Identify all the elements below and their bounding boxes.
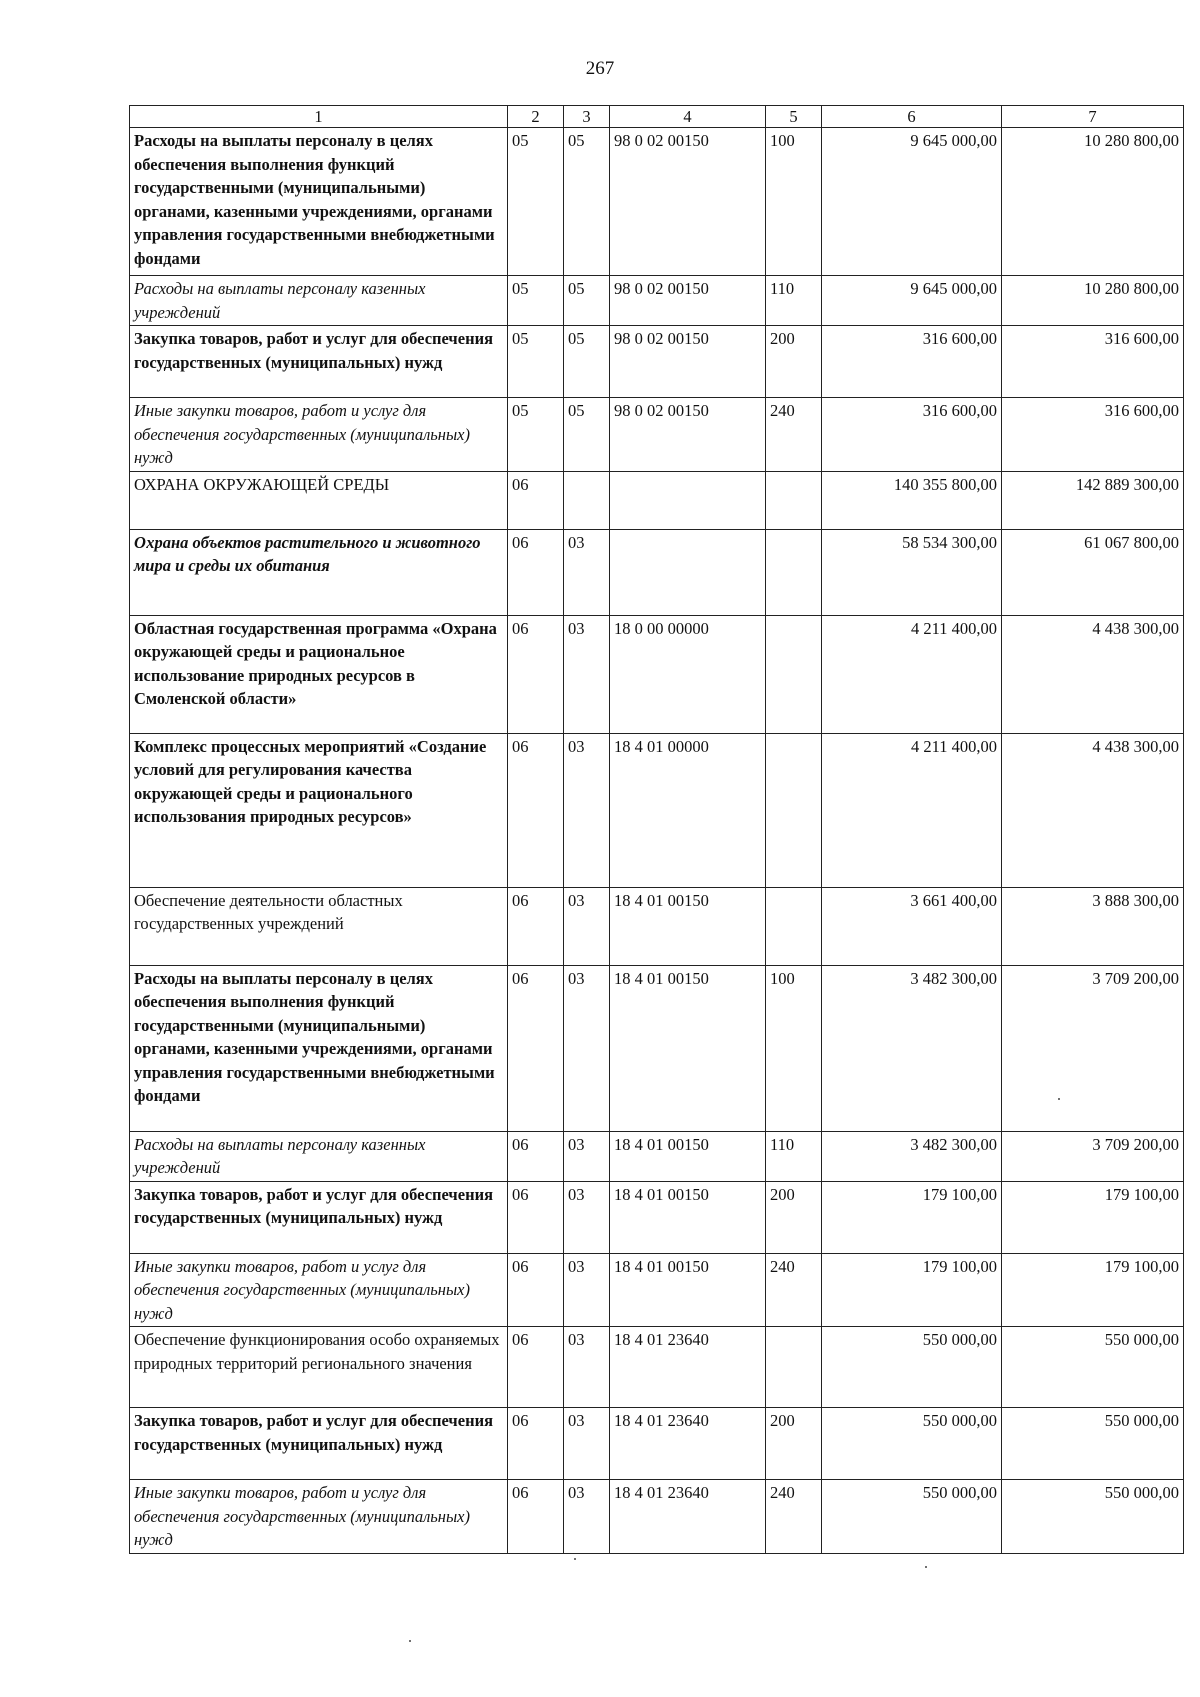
cell-amount-year2: 10 280 800,00 (1002, 276, 1184, 326)
cell-amount-year2: 4 438 300,00 (1002, 615, 1184, 733)
cell-expense-type (766, 1327, 822, 1408)
cell-subsection: 03 (564, 1327, 610, 1408)
row-name: Областная государственная программа «Охрана окружающей среды и рациональное использование природных ресурсов в Смоленской области» (130, 615, 508, 733)
cell-amount-year1: 4 211 400,00 (822, 733, 1002, 887)
cell-expense-type: 110 (766, 1131, 822, 1181)
cell-subsection: 05 (564, 326, 610, 398)
cell-expense-type: 240 (766, 1253, 822, 1327)
row-name: Обеспечение функционирования особо охраняемых природных территорий регионального значения (130, 1327, 508, 1408)
cell-target-code: 98 0 02 00150 (610, 276, 766, 326)
row-name: Расходы на выплаты персоналу казенных учреждений (130, 1131, 508, 1181)
cell-expense-type: 200 (766, 1181, 822, 1253)
cell-section: 06 (508, 1131, 564, 1181)
cell-target-code: 98 0 02 00150 (610, 398, 766, 472)
cell-section: 06 (508, 615, 564, 733)
cell-target-code (610, 471, 766, 529)
row-name: ОХРАНА ОКРУЖАЮЩЕЙ СРЕДЫ (130, 471, 508, 529)
cell-amount-year1: 58 534 300,00 (822, 529, 1002, 615)
cell-amount-year1: 4 211 400,00 (822, 615, 1002, 733)
cell-subsection: 03 (564, 887, 610, 965)
cell-amount-year2: 4 438 300,00 (1002, 733, 1184, 887)
header-col-5: 5 (766, 106, 822, 128)
cell-section: 06 (508, 1480, 564, 1554)
header-col-7: 7 (1002, 106, 1184, 128)
table-row (130, 1131, 1184, 1181)
cell-subsection: 03 (564, 529, 610, 615)
table-row (130, 887, 1184, 965)
table-row (130, 1480, 1184, 1554)
cell-subsection: 03 (564, 1253, 610, 1327)
cell-section: 06 (508, 733, 564, 887)
cell-target-code: 18 4 01 00150 (610, 887, 766, 965)
cell-amount-year1: 9 645 000,00 (822, 276, 1002, 326)
row-name: Охрана объектов растительного и животного мира и среды их обитания (130, 529, 508, 615)
cell-amount-year2: 142 889 300,00 (1002, 471, 1184, 529)
cell-expense-type (766, 529, 822, 615)
header-col-3: 3 (564, 106, 610, 128)
cell-amount-year1: 316 600,00 (822, 326, 1002, 398)
cell-target-code: 98 0 02 00150 (610, 326, 766, 398)
header-col-4: 4 (610, 106, 766, 128)
cell-subsection: 03 (564, 1480, 610, 1554)
row-name: Расходы на выплаты персоналу в целях обеспечения выполнения функций государственными (муниципальными) органами, казенными учреждениями, органами управления государственными внебюджетными фондами (130, 965, 508, 1131)
cell-amount-year1: 316 600,00 (822, 398, 1002, 472)
cell-target-code: 18 0 00 00000 (610, 615, 766, 733)
cell-expense-type: 240 (766, 1480, 822, 1554)
cell-expense-type: 200 (766, 1408, 822, 1480)
cell-amount-year1: 550 000,00 (822, 1327, 1002, 1408)
table-row (130, 1181, 1184, 1253)
cell-section: 06 (508, 965, 564, 1131)
cell-amount-year1: 3 661 400,00 (822, 887, 1002, 965)
scan-speck (574, 1558, 576, 1560)
cell-section: 05 (508, 128, 564, 276)
table-row (130, 276, 1184, 326)
cell-section: 05 (508, 276, 564, 326)
page-number: 267 (585, 58, 615, 79)
cell-amount-year2: 3 888 300,00 (1002, 887, 1184, 965)
table-row (130, 965, 1184, 1131)
cell-section: 06 (508, 471, 564, 529)
cell-amount-year2: 179 100,00 (1002, 1181, 1184, 1253)
cell-section: 05 (508, 326, 564, 398)
row-name: Закупка товаров, работ и услуг для обеспечения государственных (муниципальных) нужд (130, 1181, 508, 1253)
table-row (130, 529, 1184, 615)
cell-amount-year2: 179 100,00 (1002, 1253, 1184, 1327)
scan-speck (925, 1566, 927, 1568)
cell-section: 06 (508, 1253, 564, 1327)
cell-section: 05 (508, 398, 564, 472)
row-name: Иные закупки товаров, работ и услуг для обеспечения государственных (муниципальных) нужд (130, 1480, 508, 1554)
table-row (130, 1253, 1184, 1327)
cell-subsection: 03 (564, 1181, 610, 1253)
cell-expense-type: 110 (766, 276, 822, 326)
cell-subsection: 05 (564, 398, 610, 472)
table-row (130, 326, 1184, 398)
cell-amount-year2: 3 709 200,00 (1002, 1131, 1184, 1181)
header-col-1: 1 (130, 106, 508, 128)
cell-amount-year2: 550 000,00 (1002, 1327, 1184, 1408)
cell-amount-year1: 179 100,00 (822, 1253, 1002, 1327)
cell-expense-type: 240 (766, 398, 822, 472)
table-row (130, 615, 1184, 733)
cell-target-code: 18 4 01 00150 (610, 1181, 766, 1253)
cell-expense-type (766, 615, 822, 733)
header-row (130, 106, 1184, 128)
cell-subsection: 03 (564, 965, 610, 1131)
cell-amount-year2: 550 000,00 (1002, 1408, 1184, 1480)
cell-target-code: 18 4 01 23640 (610, 1480, 766, 1554)
row-name: Иные закупки товаров, работ и услуг для обеспечения государственных (муниципальных) нужд (130, 398, 508, 472)
cell-target-code: 18 4 01 00150 (610, 1131, 766, 1181)
cell-subsection: 03 (564, 615, 610, 733)
cell-amount-year1: 9 645 000,00 (822, 128, 1002, 276)
row-name: Обеспечение деятельности областных государственных учреждений (130, 887, 508, 965)
budget-table (129, 105, 1184, 1554)
cell-amount-year1: 550 000,00 (822, 1408, 1002, 1480)
cell-expense-type (766, 471, 822, 529)
cell-expense-type (766, 733, 822, 887)
cell-target-code: 18 4 01 23640 (610, 1408, 766, 1480)
cell-subsection: 03 (564, 1131, 610, 1181)
cell-section: 06 (508, 1408, 564, 1480)
row-name: Расходы на выплаты персоналу казенных учреждений (130, 276, 508, 326)
cell-amount-year1: 179 100,00 (822, 1181, 1002, 1253)
row-name: Закупка товаров, работ и услуг для обеспечения государственных (муниципальных) нужд (130, 326, 508, 398)
cell-expense-type (766, 887, 822, 965)
cell-target-code: 18 4 01 00150 (610, 965, 766, 1131)
cell-amount-year2: 550 000,00 (1002, 1480, 1184, 1554)
cell-section: 06 (508, 1181, 564, 1253)
header-col-6: 6 (822, 106, 1002, 128)
cell-amount-year2: 3 709 200,00 (1002, 965, 1184, 1131)
cell-subsection: 03 (564, 733, 610, 887)
cell-subsection: 03 (564, 1408, 610, 1480)
cell-target-code: 18 4 01 00150 (610, 1253, 766, 1327)
table-row (130, 733, 1184, 887)
table-row (130, 1327, 1184, 1408)
table-row (130, 398, 1184, 472)
cell-amount-year1: 3 482 300,00 (822, 1131, 1002, 1181)
cell-target-code: 18 4 01 23640 (610, 1327, 766, 1408)
cell-expense-type: 100 (766, 965, 822, 1131)
cell-section: 06 (508, 1327, 564, 1408)
cell-target-code (610, 529, 766, 615)
row-name: Расходы на выплаты персоналу в целях обеспечения выполнения функций государственными (муниципальными) органами, казенными учреждениями, органами управления государственными внебюджетными фондами (130, 128, 508, 276)
row-name: Закупка товаров, работ и услуг для обеспечения государственных (муниципальных) нужд (130, 1408, 508, 1480)
cell-expense-type: 100 (766, 128, 822, 276)
table-row (130, 128, 1184, 276)
cell-amount-year1: 550 000,00 (822, 1480, 1002, 1554)
row-name: Комплекс процессных мероприятий «Создание условий для регулирования качества окружающей среды и рационального использования природных ресурсов» (130, 733, 508, 887)
table-row (130, 471, 1184, 529)
cell-subsection: 05 (564, 128, 610, 276)
row-name: Иные закупки товаров, работ и услуг для обеспечения государственных (муниципальных) нужд (130, 1253, 508, 1327)
cell-section: 06 (508, 529, 564, 615)
cell-amount-year2: 316 600,00 (1002, 398, 1184, 472)
cell-amount-year2: 61 067 800,00 (1002, 529, 1184, 615)
cell-amount-year1: 3 482 300,00 (822, 965, 1002, 1131)
cell-section: 06 (508, 887, 564, 965)
table-row (130, 1408, 1184, 1480)
cell-subsection: 05 (564, 276, 610, 326)
cell-expense-type: 200 (766, 326, 822, 398)
cell-amount-year2: 316 600,00 (1002, 326, 1184, 398)
cell-target-code: 98 0 02 00150 (610, 128, 766, 276)
scan-speck (1058, 1098, 1060, 1100)
header-col-2: 2 (508, 106, 564, 128)
scan-speck (409, 1640, 411, 1642)
cell-target-code: 18 4 01 00000 (610, 733, 766, 887)
cell-subsection (564, 471, 610, 529)
cell-amount-year2: 10 280 800,00 (1002, 128, 1184, 276)
cell-amount-year1: 140 355 800,00 (822, 471, 1002, 529)
